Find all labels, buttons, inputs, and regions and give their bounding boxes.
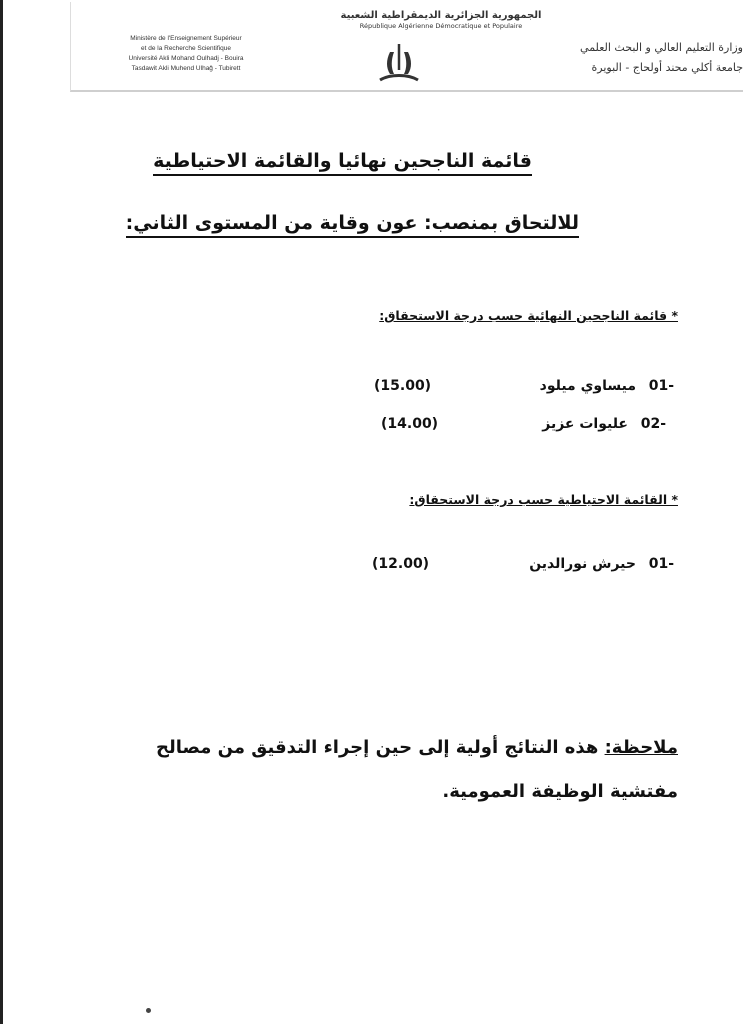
ministry-arabic-block bbox=[503, 38, 743, 78]
university-kab-line: Tasdawit Akli Muhend Ulhağ - Tubirett bbox=[131, 65, 241, 72]
ministry-french-block bbox=[91, 34, 281, 74]
note-paragraph bbox=[118, 726, 678, 814]
ministry-fr-line: Ministère de l'Enseignement Supérieur bbox=[130, 35, 242, 42]
final-list-heading: * قائمة الناجحين النهائية حسب درجة الاستحقاق: bbox=[379, 308, 678, 323]
document-title: قائمة الناجحين نهائيا والقائمة الاحتياطية bbox=[153, 150, 532, 176]
note-text: هذه النتائج أولية إلى حين إجراء التدقيق من مصالح مفتشية الوظيفة العمومية. bbox=[156, 737, 678, 802]
candidate-name: ميساوي ميلود bbox=[539, 378, 636, 394]
scan-speck bbox=[146, 1008, 151, 1013]
list-item bbox=[374, 378, 674, 400]
rank-number: -01 bbox=[648, 378, 674, 394]
candidate-name: حيرش نورالدين bbox=[529, 556, 636, 572]
candidate-score: (14.00) bbox=[381, 416, 439, 432]
republic-french: République Algérienne Démocratique et Populaire bbox=[359, 22, 523, 30]
position-subtitle: للالتحاق بمنصب: عون وقاية من المستوى الثاني: bbox=[126, 212, 579, 238]
university-logo-icon bbox=[376, 40, 422, 84]
candidate-score: (15.00) bbox=[374, 378, 432, 394]
candidate-score: (12.00) bbox=[372, 556, 430, 572]
reserve-list-heading: * القائمة الاحتياطية حسب درجة الاستحقاق: bbox=[409, 492, 678, 507]
university-ar-line: جامعة أكلي محند أولحاج - البويرة bbox=[591, 61, 743, 74]
letterhead bbox=[70, 2, 743, 92]
scan-edge bbox=[0, 0, 3, 1024]
list-item bbox=[381, 416, 666, 438]
rank-number: -01 bbox=[648, 556, 674, 572]
republic-arabic: الجمهورية الجزائرية الديمقراطية الشعبية bbox=[340, 10, 542, 21]
list-item bbox=[372, 556, 674, 578]
note-label: ملاحظة: bbox=[604, 737, 678, 758]
rank-number: -02 bbox=[640, 416, 666, 432]
university-fr-line: Université Akli Mohand Oulhadj - Bouira bbox=[128, 55, 244, 62]
candidate-name: عليوات عزيز bbox=[542, 416, 628, 432]
ministry-ar-line: وزارة التعليم العالي و البحث العلمي bbox=[580, 41, 743, 54]
ministry-fr-line: et de la Recherche Scientifique bbox=[141, 45, 231, 52]
